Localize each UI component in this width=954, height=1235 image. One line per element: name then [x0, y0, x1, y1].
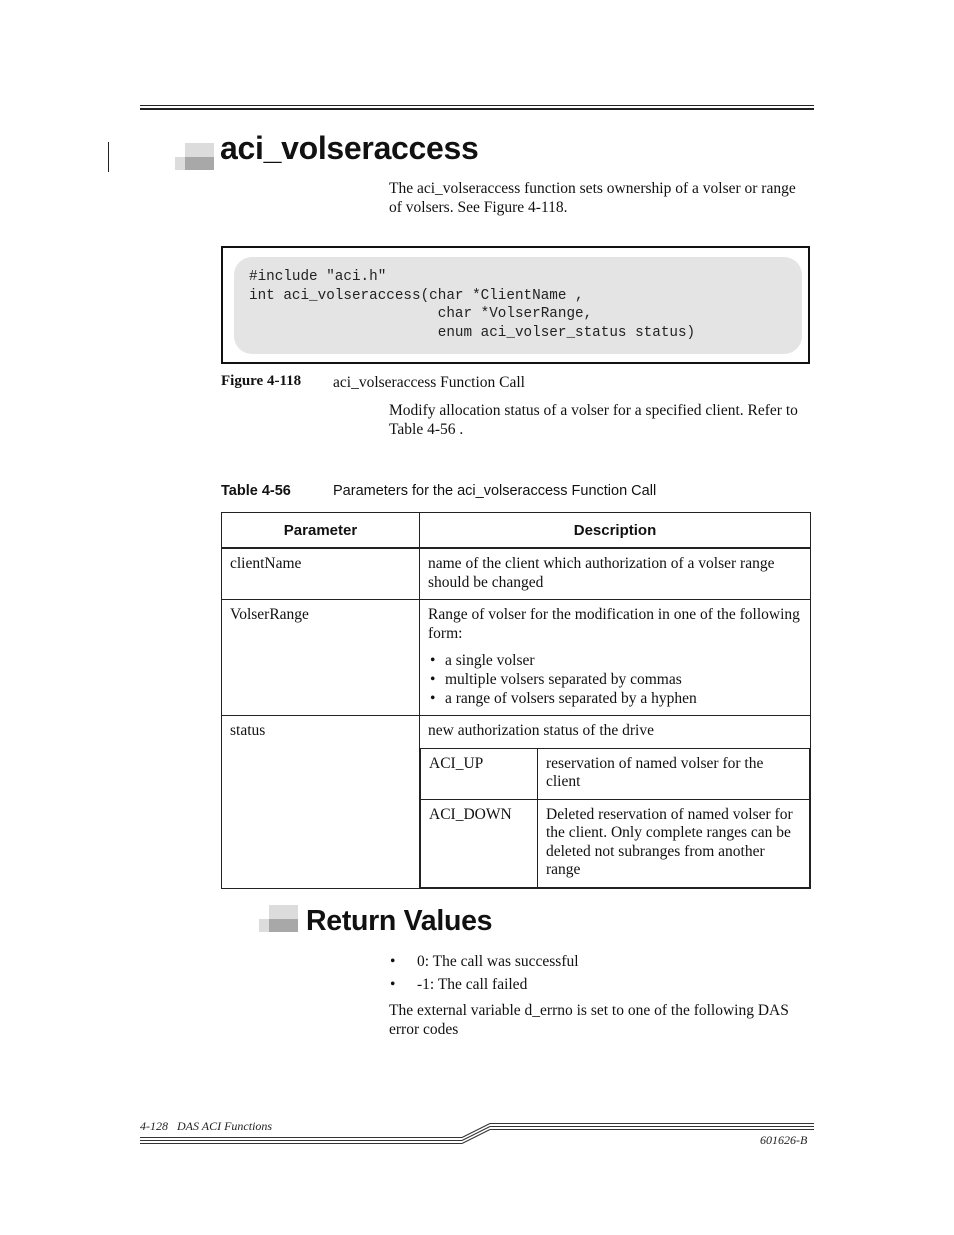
- list-item: [389, 950, 579, 973]
- list-item-text: multiple volsers separated by commas: [445, 671, 682, 688]
- param-name: clientName: [222, 548, 420, 600]
- code-figure: [221, 246, 810, 364]
- column-header-description: Description: [420, 513, 811, 549]
- document-number: 601626-B: [760, 1133, 808, 1147]
- status-value-row: [421, 799, 810, 887]
- code-line: int aci_volseraccess(char *ClientName ,: [249, 287, 584, 304]
- bullet-icon: •: [390, 976, 396, 993]
- table-row: [222, 548, 811, 600]
- code-line: char *VolserRange,: [249, 306, 593, 322]
- status-value-row: [421, 748, 810, 799]
- return-values-list: [389, 950, 579, 996]
- table-header-row: [222, 513, 811, 549]
- column-header-parameter: Parameter: [222, 513, 420, 549]
- param-description-cell: [420, 716, 811, 889]
- list-item-text: 0: The call was successful: [417, 953, 579, 970]
- section-heading-icon: [175, 143, 215, 171]
- errno-paragraph: The external variable d_errno is set to one of the following DAS error codes: [389, 1002, 789, 1038]
- status-value-name: ACI_UP: [421, 748, 538, 799]
- code-line: #include "aci.h": [249, 269, 387, 285]
- code-block: [234, 257, 802, 354]
- code-line: enum aci_volser_status status): [249, 324, 696, 341]
- page-title: aci_volseraccess: [220, 130, 479, 166]
- list-item-text: a single volser: [445, 652, 535, 669]
- list-item-text: a range of volsers separated by a hyphen: [445, 690, 697, 707]
- param-description: new authorization status of the drive: [428, 722, 654, 739]
- table-row: [222, 600, 811, 716]
- param-description-cell: [420, 600, 811, 716]
- bullet-icon: •: [390, 953, 396, 970]
- parameters-table: [221, 512, 811, 889]
- bullet-icon: •: [430, 690, 436, 707]
- param-description: Range of volser for the modification in one of the following form:: [428, 606, 800, 642]
- form-list: [428, 651, 802, 708]
- bullet-icon: •: [430, 671, 436, 688]
- figure-label: Figure 4-118: [221, 373, 302, 389]
- table-label: Table 4-56: [221, 483, 291, 499]
- list-item: [389, 973, 579, 996]
- section-heading-icon: [259, 905, 299, 933]
- header-rule-bottom: [140, 108, 814, 110]
- table-row: [222, 716, 811, 889]
- bullet-icon: •: [430, 652, 436, 669]
- status-value-name: ACI_DOWN: [421, 799, 538, 887]
- intro-paragraph: The aci_volseraccess function sets ownership of a volser or range of volsers. See Figure 4-118.: [389, 180, 796, 216]
- table-caption: Parameters for the aci_volseraccess Function Call: [333, 483, 657, 499]
- list-item: [428, 689, 802, 708]
- change-bar: [108, 142, 109, 172]
- status-value-description: Deleted reservation of named volser for the client. Only complete ranges can be deleted not subranges from another range: [538, 799, 810, 887]
- param-name: VolserRange: [222, 600, 420, 716]
- header-rule-top: [140, 105, 814, 106]
- code-listing: [249, 268, 695, 342]
- param-description: name of the client which authorization of a volser range should be changed: [420, 548, 811, 600]
- status-values-table: [420, 748, 810, 888]
- modify-paragraph: Modify allocation status of a volser for a specified client. Refer to Table 4-56 .: [389, 402, 798, 438]
- status-value-description: reservation of named volser for the client: [538, 748, 810, 799]
- footer-rule-decoration: [140, 1120, 814, 1146]
- list-item-text: -1: The call failed: [417, 976, 528, 993]
- footer-page-info: 4-128 DAS ACI Functions: [140, 1119, 273, 1133]
- list-item: [428, 670, 802, 689]
- param-name: status: [222, 716, 420, 889]
- list-item: [428, 651, 802, 670]
- figure-caption: aci_volseraccess Function Call: [333, 374, 525, 391]
- section-title: Return Values: [306, 905, 493, 937]
